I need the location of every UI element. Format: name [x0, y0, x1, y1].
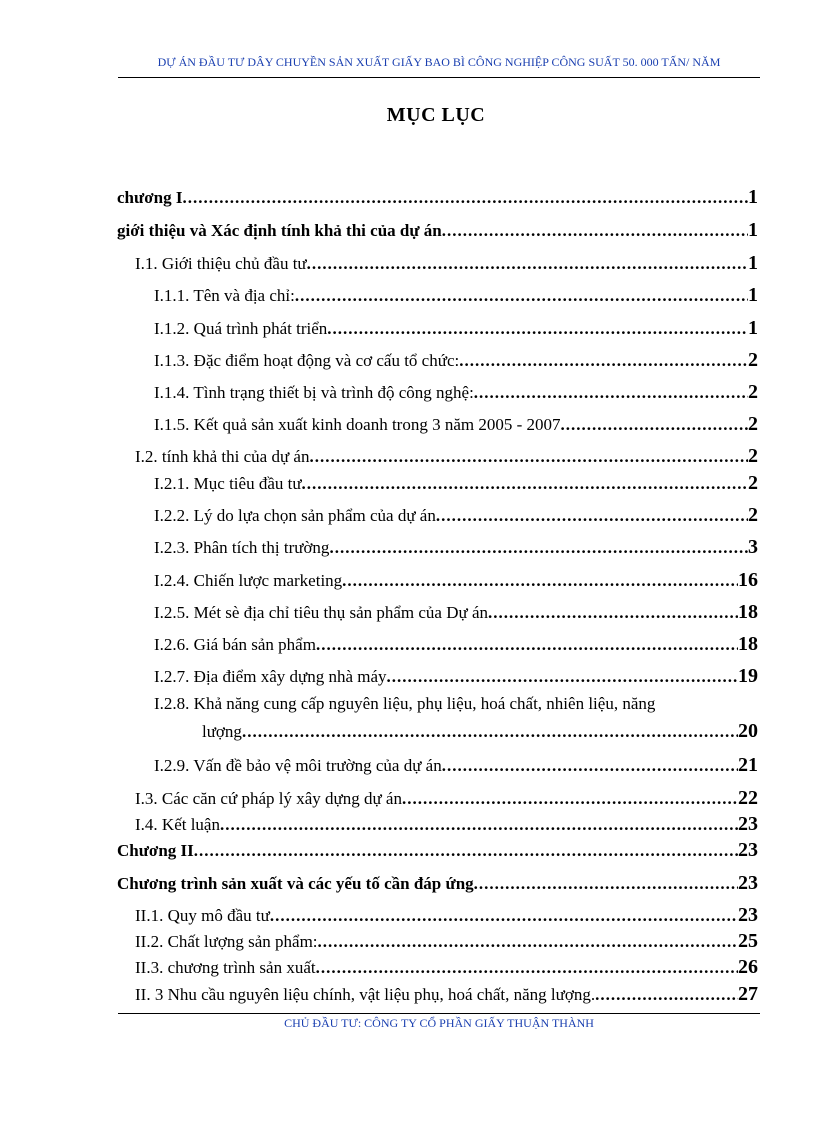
toc-entry[interactable] [117, 211, 758, 241]
toc-entry[interactable] [135, 244, 758, 274]
toc-entry-page: 1 [748, 284, 758, 306]
toc-entry[interactable] [154, 657, 758, 687]
toc-entry[interactable] [135, 948, 758, 978]
toc-entry-label: Chương trình sản xuất và các yếu tố cần đáp ứng [117, 874, 474, 893]
toc-leader [474, 874, 738, 894]
page-header: DỰ ÁN ĐẦU TƯ DÂY CHUYỀN SẢN XUẤT GIẤY BAO BÌ CÔNG NGHIỆP CÔNG SUẤT 50. 000 TẤN/ NĂM [157, 55, 721, 69]
toc-entry[interactable] [117, 831, 758, 861]
toc-entry[interactable] [154, 464, 758, 494]
toc-entry[interactable] [154, 405, 758, 435]
toc-leader [442, 756, 738, 776]
toc-entry[interactable] [154, 561, 758, 591]
page-title: MỤC LỤC [386, 104, 486, 126]
toc-leader [459, 351, 748, 371]
toc-leader [329, 538, 748, 558]
toc-entry-page: 2 [748, 413, 758, 435]
toc-entry-page: 20 [738, 720, 758, 742]
toc-entry[interactable] [154, 593, 758, 623]
toc-entry-page: 1 [748, 219, 758, 241]
toc-leader [342, 571, 738, 591]
page-footer: CHỦ ĐẦU TƯ: CÔNG TY CỔ PHẦN GIẤY THUẬN THÀNH [284, 1016, 594, 1030]
toc-entry-page: 18 [738, 601, 758, 623]
toc-entry-page: 23 [738, 872, 758, 894]
toc-entry-page: 2 [748, 504, 758, 526]
toc-entry-label: I.2.9. Vấn đề bảo vệ môi trường của dự án [154, 756, 442, 775]
toc-entry[interactable] [154, 746, 758, 776]
toc-entry-label: I.1.5. Kết quả sản xuất kinh doanh trong 3 năm 2005 - 2007 [154, 415, 561, 434]
toc-entry-page: 22 [738, 787, 758, 809]
toc-leader [561, 415, 748, 435]
toc-entry-label: I.2.2. Lý do lựa chọn sản phẩm của dự án [154, 506, 436, 525]
toc-entry-page: 16 [738, 569, 758, 591]
toc-entry[interactable] [154, 496, 758, 526]
toc-entry-label: I.1.3. Đặc điểm hoạt động và cơ cấu tổ chức: [154, 351, 460, 370]
toc-entry-page: 23 [738, 839, 758, 861]
toc-entry-label: I.2.3. Phân tích thị trường [154, 538, 330, 557]
toc-entry-label: I.2.1. Mục tiêu đầu tư [154, 474, 302, 493]
toc-entry-page: 2 [748, 381, 758, 403]
toc-entry-label: I.1.1. Tên và địa chỉ: [154, 286, 295, 305]
toc-entry-label: II.1. Quy mô đầu tư [135, 906, 270, 925]
toc-entry-label: I.1.4. Tình trạng thiết bị và trình độ công nghệ: [154, 383, 474, 402]
toc-entry-label: I.2. tính khả thi của dự án [135, 447, 310, 466]
toc-leader [474, 383, 748, 403]
toc-entry[interactable] [135, 437, 758, 467]
toc-entry-page: 18 [738, 633, 758, 655]
toc-entry-label: I.1. Giới thiệu chủ đầu tư [135, 254, 307, 273]
toc-entry-label: I.1.2. Quá trình phát triển [154, 319, 328, 338]
toc-leader [442, 221, 748, 241]
toc-entry-label: chương I [117, 188, 183, 207]
toc-entry-label: II.2. Chất lượng sản phẩm: [135, 932, 318, 951]
toc-entry-page: 1 [748, 186, 758, 208]
toc-entry-page: 2 [748, 472, 758, 494]
toc-entry-page: 2 [748, 445, 758, 467]
toc-leader [242, 722, 738, 742]
toc-leader [316, 635, 738, 655]
toc-entry-label: I.4. Kết luận [135, 815, 220, 834]
toc-entry[interactable] [154, 625, 758, 655]
toc-entry[interactable] [154, 309, 758, 339]
toc-entry-page: 23 [738, 904, 758, 926]
toc-entry[interactable] [135, 975, 758, 1005]
toc-entry[interactable] [154, 528, 758, 558]
toc-entry-label: I.2.4. Chiến lược marketing [154, 571, 343, 590]
toc-leader [595, 985, 738, 1005]
toc-entry[interactable] [154, 373, 758, 403]
toc-leader [302, 474, 748, 494]
toc-entry-page: 23 [738, 813, 758, 835]
toc-entry[interactable] [117, 864, 758, 894]
toc-entry-wrapped[interactable] [154, 684, 758, 714]
footer-divider [118, 1013, 760, 1014]
toc-entry-label: I.2.5. Mét sè địa chỉ tiêu thụ sản phẩm của Dự án [154, 603, 489, 622]
toc-leader [436, 506, 748, 526]
toc-entry-label: II. 3 Nhu cầu nguyên liệu chính, vật liệu phụ, hoá chất, năng lượng. [135, 985, 596, 1004]
toc-leader [295, 286, 748, 306]
toc-entry-page: 1 [748, 252, 758, 274]
toc-entry-label: II.3. chương trình sản xuất [135, 958, 316, 977]
toc-entry-label: lượng [202, 722, 242, 741]
toc-entry-label: Chương II [117, 841, 194, 860]
toc-leader [488, 603, 738, 623]
toc-entry[interactable] [154, 341, 758, 371]
header-divider [118, 77, 760, 78]
toc-entry-page: 1 [748, 317, 758, 339]
toc-entry-label: I.2.6. Giá bán sản phẩm [154, 635, 316, 654]
toc-entry-page: 27 [738, 983, 758, 1005]
toc-entry-label: I.2.8. Khả năng cung cấp nguyên liệu, phụ liệu, hoá chất, nhiên liệu, năng [154, 694, 656, 713]
toc-entry-page: 21 [738, 754, 758, 776]
toc-entry-label: I.2.7. Địa điểm xây dựng nhà máy [154, 667, 387, 686]
toc-leader [327, 319, 748, 339]
toc-entry[interactable] [154, 276, 758, 306]
toc-leader [182, 188, 748, 208]
toc-entry-label: I.3. Các căn cứ pháp lý xây dựng dự án [135, 789, 402, 808]
toc-entry-page: 26 [738, 956, 758, 978]
toc-entry[interactable] [202, 712, 758, 742]
toc-entry-label: giới thiệu và Xác định tính khả thi của dự án [117, 221, 442, 240]
toc-leader [194, 841, 738, 861]
toc-entry-page: 19 [738, 665, 758, 687]
toc-entry-page: 2 [748, 349, 758, 371]
toc-entry-page: 25 [738, 930, 758, 952]
toc-entry[interactable] [117, 178, 758, 208]
toc-entry-page: 3 [748, 536, 758, 558]
toc-leader [307, 254, 748, 274]
